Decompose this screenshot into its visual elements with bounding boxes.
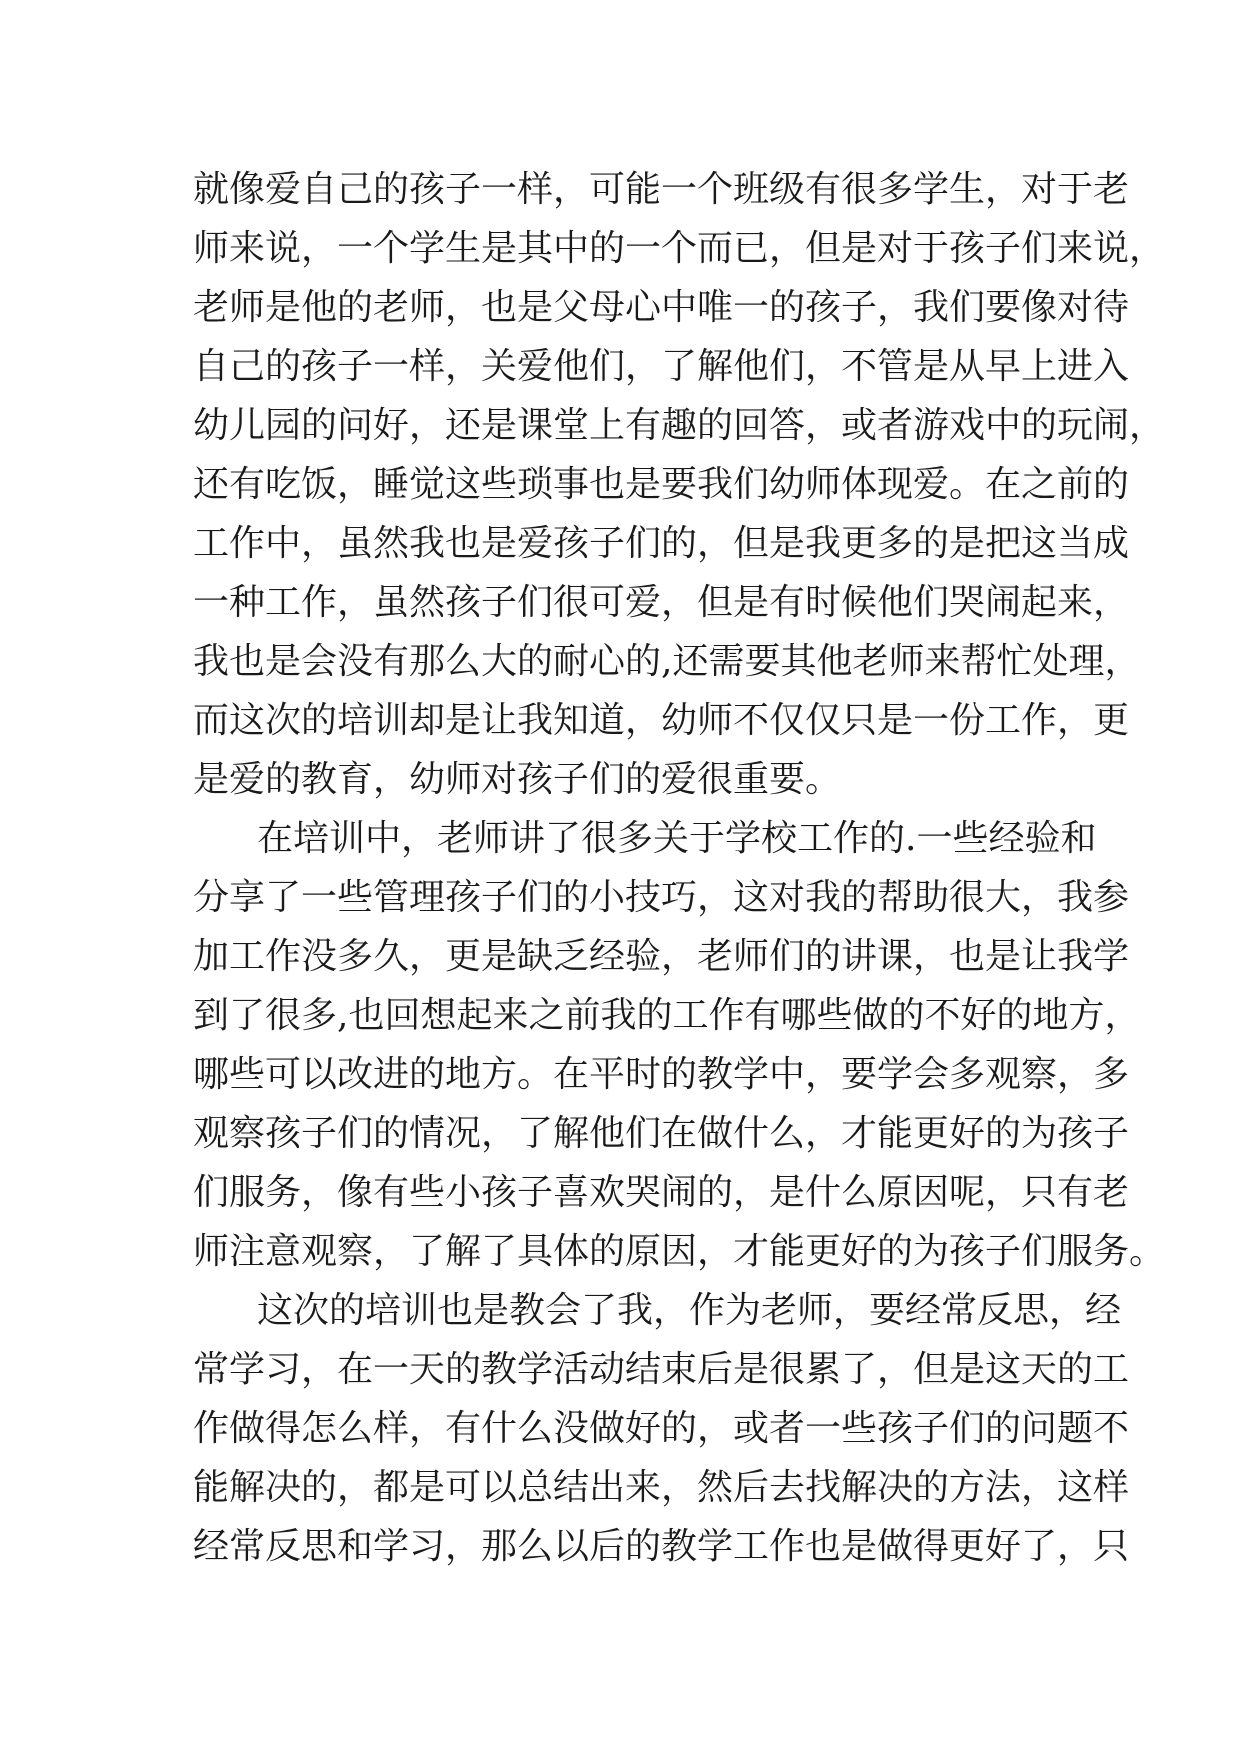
paragraph-start-line: 这次的培训也是教会了我，作为老师，要经常反思，经 xyxy=(257,1290,1122,1331)
text-line: 就像爱自己的孩子一样，可能一个班级有很多学生，对于老 xyxy=(193,169,1130,210)
text-line: 经常反思和学习，那么以后的教学工作也是做得更好了，只 xyxy=(193,1526,1130,1567)
text-line: 作做得怎么样，有什么没做好的，或者一些孩子们的问题不 xyxy=(193,1408,1130,1449)
text-line: 还有吃饭，睡觉这些琐事也是要我们幼师体现爱。在之前的 xyxy=(193,464,1130,505)
text-line: 而这次的培训却是让我知道，幼师不仅仅只是一份工作，更 xyxy=(193,700,1130,741)
text-line: 观察孩子们的情况，了解他们在做什么，才能更好的为孩子 xyxy=(193,1113,1130,1154)
text-line: 分享了一些管理孩子们的小技巧，这对我的帮助很大，我参 xyxy=(193,877,1130,918)
text-line: 常学习，在一天的教学活动结束后是很累了，但是这天的工 xyxy=(193,1349,1130,1390)
text-line: 到了很多,也回想起来之前我的工作有哪些做的不好的地方， xyxy=(193,995,1141,1036)
text-line: 们服务，像有些小孩子喜欢哭闹的，是什么原因呢，只有老 xyxy=(193,1172,1130,1213)
body-text xyxy=(193,160,1166,1576)
text-line: 一种工作，虽然孩子们很可爱，但是有时候他们哭闹起来， xyxy=(193,582,1130,623)
text-line: 工作中，虽然我也是爱孩子们的，但是我更多的是把这当成 xyxy=(193,523,1130,564)
text-line: 能解决的，都是可以总结出来，然后去找解决的方法，这样 xyxy=(193,1467,1130,1508)
text-line: 幼儿园的问好，还是课堂上有趣的回答，或者游戏中的玩闹， xyxy=(193,405,1166,446)
text-line: 老师是他的老师，也是父母心中唯一的孩子，我们要像对待 xyxy=(193,287,1130,328)
text-line: 自己的孩子一样，关爱他们，了解他们，不管是从早上进入 xyxy=(193,346,1130,387)
text-line: 是爱的教育，幼师对孩子们的爱很重要。 xyxy=(193,759,842,800)
text-line: 哪些可以改进的地方。在平时的教学中，要学会多观察，多 xyxy=(193,1054,1130,1095)
text-line: 师来说，一个学生是其中的一个而已，但是对于孩子们来说， xyxy=(193,228,1166,269)
text-line: 我也是会没有那么大的耐心的,还需要其他老师来帮忙处理， xyxy=(193,641,1141,682)
text-line: 加工作没多久，更是缺乏经验，老师们的讲课，也是让我学 xyxy=(193,936,1130,977)
paragraph-start-line: 在培训中，老师讲了很多关于学校工作的.一些经验和 xyxy=(257,818,1097,859)
text-line: 师注意观察，了解了具体的原因，才能更好的为孩子们服务。 xyxy=(193,1231,1166,1272)
